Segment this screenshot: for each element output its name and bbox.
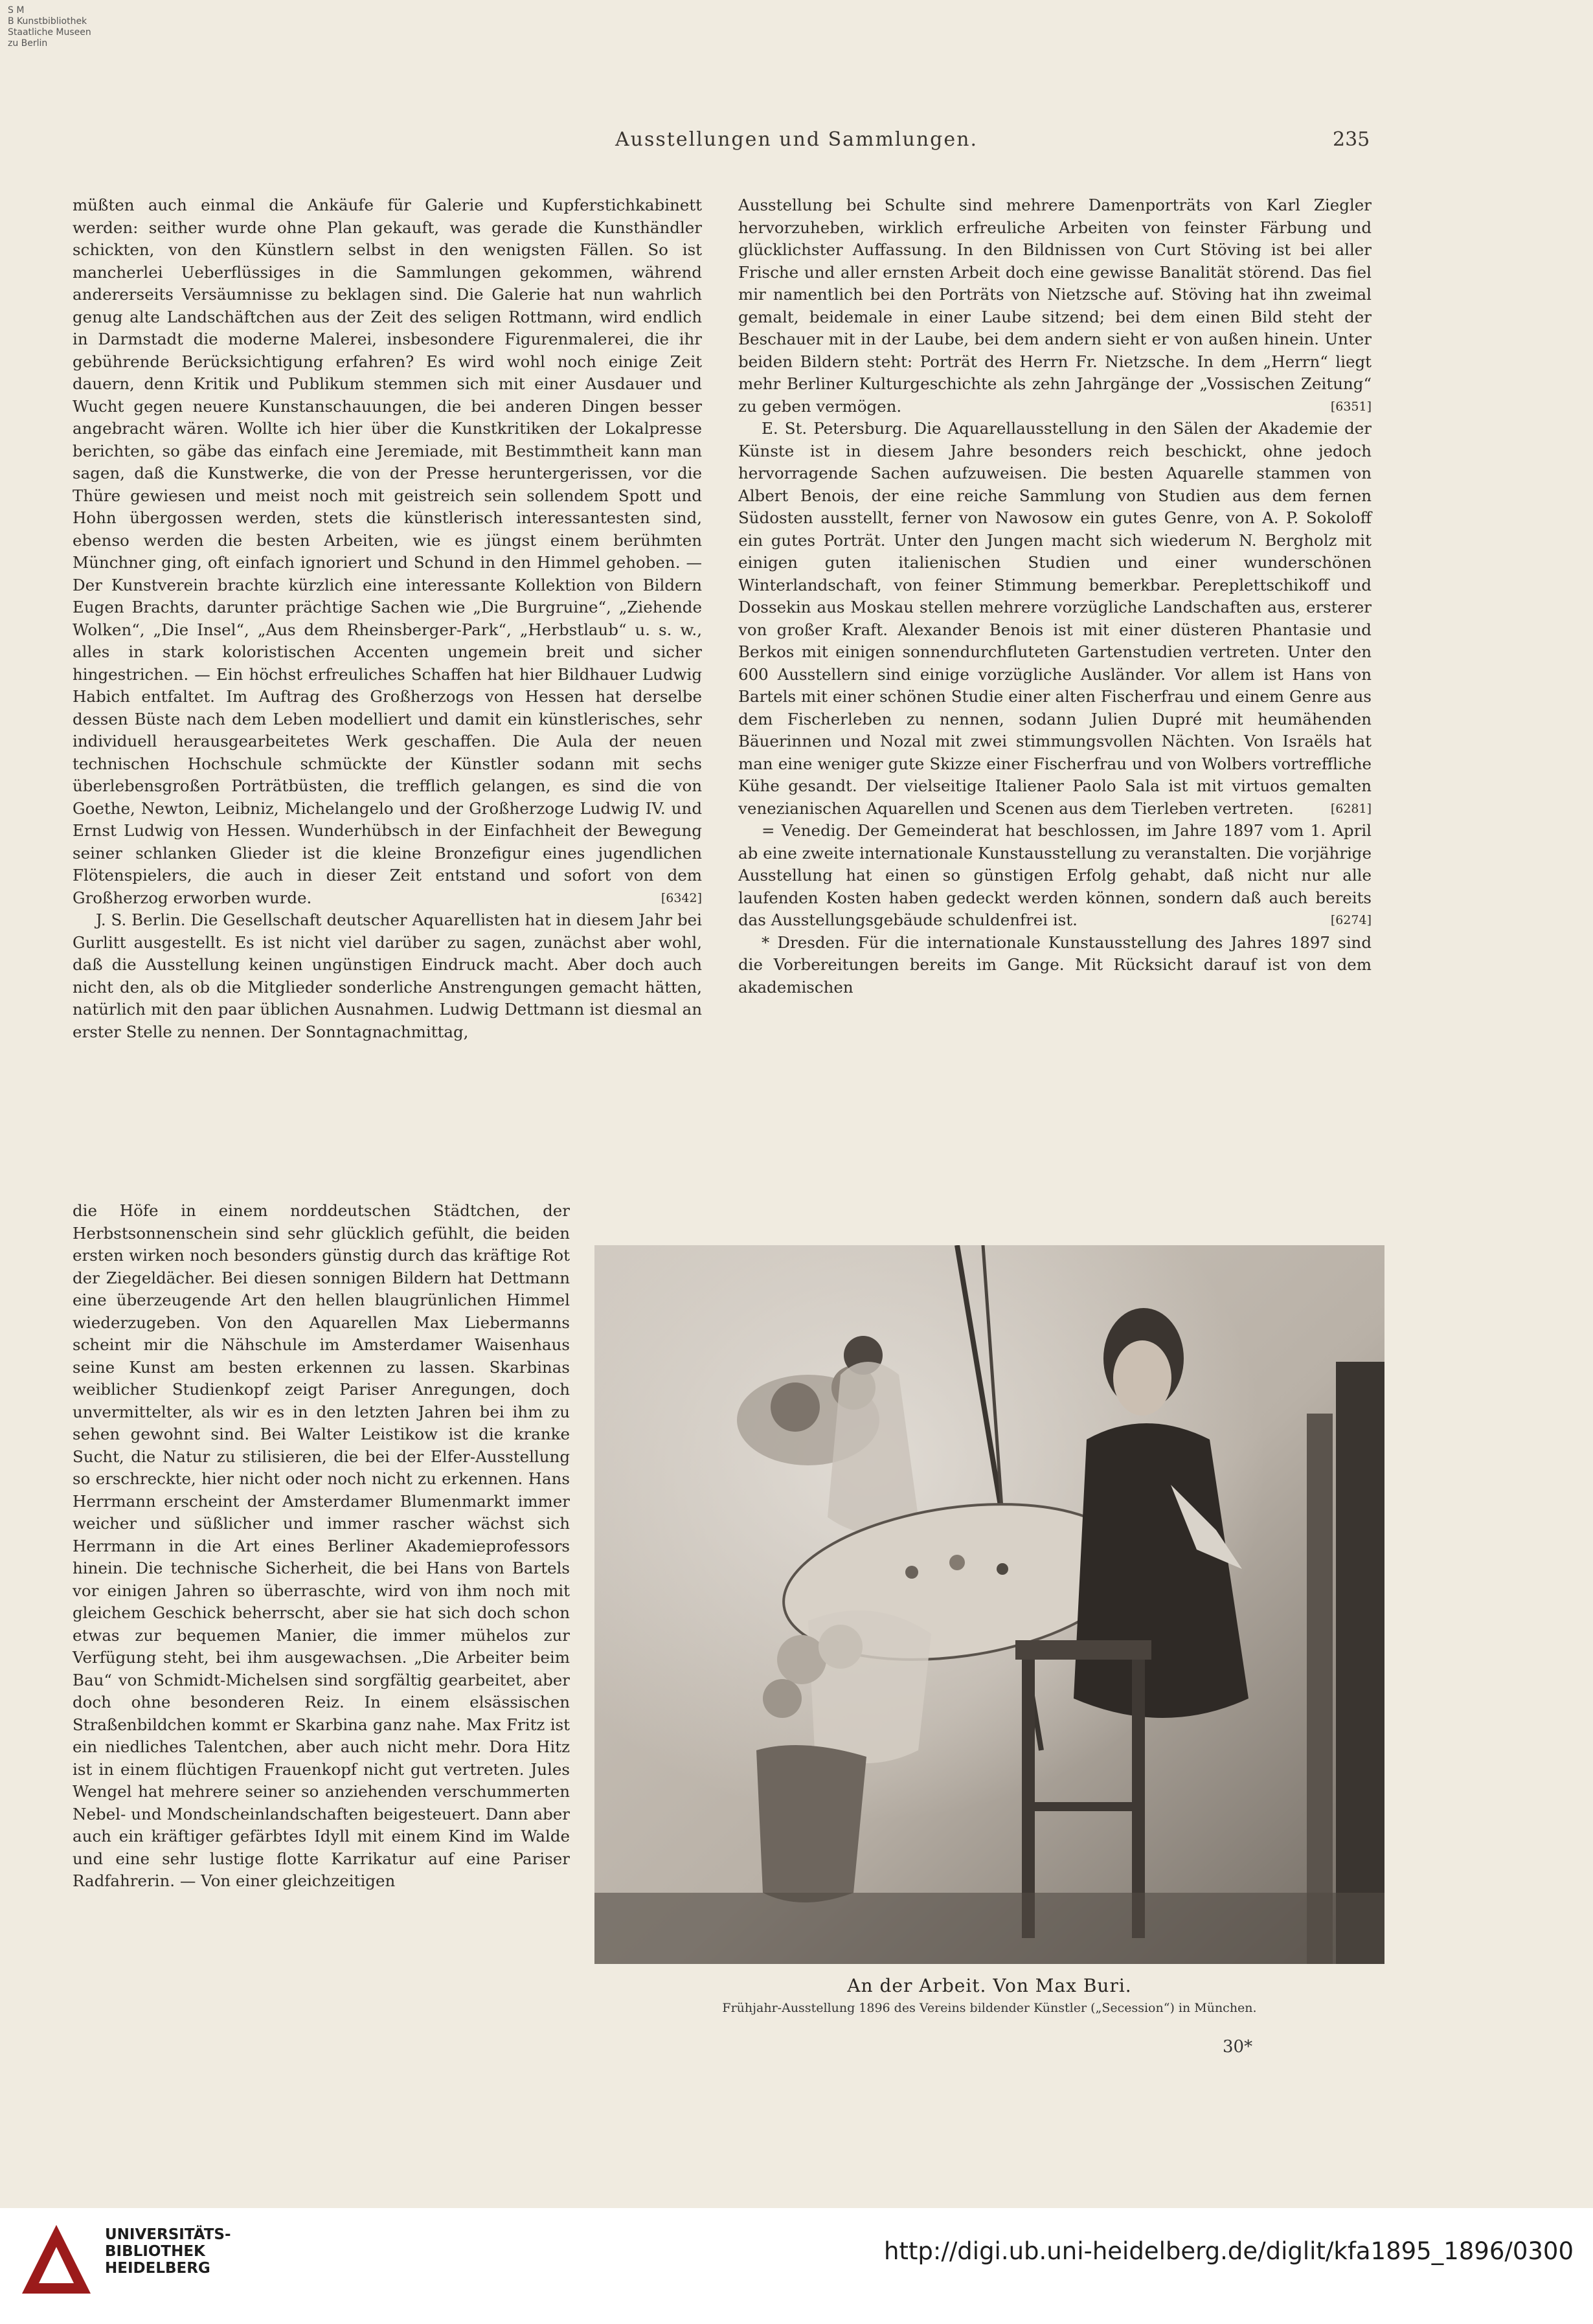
paragraph xyxy=(73,1200,570,1893)
brand-line: UNIVERSITÄTS- xyxy=(105,2226,231,2243)
paragraph xyxy=(738,820,1372,932)
footer-bar xyxy=(0,2208,1593,2324)
source-url-link[interactable]: http://digi.ub.uni-heidelberg.de/diglit/kfa1895_1896/0300 xyxy=(883,2237,1574,2265)
left-column xyxy=(73,194,702,1043)
stamp-line: zu Berlin xyxy=(8,38,48,49)
brand-line: BIBLIOTHEK xyxy=(105,2243,205,2260)
paragraph xyxy=(738,194,1372,418)
paragraph-text: müßten auch einmal die Ankäufe für Galerie und Kupferstichkabinett werden: seither wurde ohne Plan gekauft, was gerade die Kunsthändler schickten, von den Künstlern selbst in den wenigsten Fällen. So ist mancherlei Ueberflüssiges in die Sammlungen gekommen, während andererseits Versäumnisse zu beklagen sind. Die Galerie hat nun wahrlich genug alte Landschäftchen aus der Zeit des seligen Rottmann, wird endlich in Darmstadt die moderne Malerei, insbesondere Figurenmalerei, die ihr gebührende Berücksichtigung erfahren? Es wird wohl noch einige Zeit dauern, denn Kritik und Publikum stemmen sich mit einer Ausdauer und Wucht gegen neuere Kunstanschauungen, die bei anderen Dingen besser angebracht wären. Wollte ich hier über die Kunstkritiken der Lokalpresse berichten, so gäbe das einfach eine Jeremiade, mit Bestimmtheit kann man sagen, daß die Kunstwerke, die von der Presse heruntergerissen, vor die Thüre gewiesen und meist noch mit geistreich sein sollendem Spott und Hohn übergossen werden, stets die künstlerisch interessantesten sind, ebenso werden die besten Arbeiten, wie es jüngst einem berühmten Münchner ging, oft einfach ignoriert und Schund in den Himmel gehoben. — Der Kunstverein brachte kürzlich eine interessante Kollektion von Bildern Eugen Brachts, darunter prächtige Sachen wie „Die Burgruine“, „Ziehende Wolken“, „Die Insel“, „Aus dem Rheinsberger-Park“, „Herbstlaub“ u. s. w., alles in stark koloristischen Accenten ungemein breit und sicher hingestrichen. — Ein höchst erfreuliches Schaffen hat hier Bildhauer Ludwig Habich entfaltet. Im Auftrag des Großherzogs von Hessen hat derselbe dessen Büste nach dem Leben modelliert und damit ein künstlerisches, sehr individuell herausgearbeitetes Werk geschaffen. Die Aula der neuen technischen Hochschule schmückte der Künstler sodann mit sechs überlebensgroßen Porträtbüsten, die trefflich gelangen, es sind die von Goethe, Newton, Leibniz, Michelangelo und der Großherzoge Ludwig IV. und Ernst Ludwig von Hessen. Wunderhübsch in der Einfachheit der Bewegung seiner schlanken Glieder ist die kleine Bronzefigur eines jugendlichen Flötenspielers, die auch in dieser Zeit entstand und sofort von dem Großherzog erworben wurde. xyxy=(73,196,702,907)
painting-reproduction xyxy=(594,1245,1384,1964)
reference-number: [6342] xyxy=(661,890,702,905)
paragraph xyxy=(73,909,702,1043)
reference-number: [6281] xyxy=(1330,801,1372,816)
paragraph-text: = Venedig. Der Gemeinderat hat beschlossen, im Jahre 1897 vom 1. April ab eine zweite internationale Kunstausstellung zu veranstalten. Die vorjährige Ausstellung hat einen so günstigen Erfolg gehabt, daß nicht nur alle laufenden Kosten haben gedeckt werden können, sondern daß auch bereits das Ausstellungsgebäude schuldenfrei ist. xyxy=(738,821,1372,929)
stamp-line: Staatliche Museen xyxy=(8,27,91,38)
paragraph xyxy=(738,418,1372,820)
stamp-line: B Kunstbibliothek xyxy=(8,16,87,27)
figure-caption-subtitle: Frühjahr-Ausstellung 1896 des Vereins bildender Künstler („Secession“) in München. xyxy=(722,2001,1257,2015)
paragraph xyxy=(738,932,1372,999)
narrow-column xyxy=(73,1200,570,1893)
paragraph-text: J. S. Berlin. Die Gesellschaft deutscher Aquarellisten hat in diesem Jahr bei Gurlitt ausgestellt. Es ist nicht viel darüber zu sagen, zunächst aber wohl, daß die Ausstellung keinen ungünstigen Eindruck macht. Aber doch auch nicht den, als ob die Mitglieder sonderliche Anstrengungen gemacht hätten, natürlich mit den paar üblichen Ausnahmen. Ludwig Dettmann ist diesmal an erster Stelle zu nennen. Der Sonntagnachmittag, xyxy=(73,910,702,1041)
right-column xyxy=(738,194,1372,998)
brand-line: HEIDELBERG xyxy=(105,2260,210,2277)
reference-number: [6351] xyxy=(1330,399,1372,414)
running-header: Ausstellungen und Sammlungen. xyxy=(615,128,978,151)
university-logo-icon xyxy=(18,2221,95,2297)
painting-illustration xyxy=(594,1245,1384,1964)
library-brand xyxy=(105,2226,231,2277)
paragraph-text: Ausstellung bei Schulte sind mehrere Damenporträts von Karl Ziegler hervorzuheben, wirklich erfreuliche Arbeiten von feinster Färbung und glücklichster Auffassung. In den Bildnissen von Curt Stöving ist bei aller Frische und aller ernsten Arbeit doch eine gewisse Banalität störend. Das fiel mir namentlich bei den Porträts von Nietzsche auf. Stöving hat ihn zweimal gemalt, beidemale in einer Laube sitzend; bei dem einen Bild steht der Beschauer mit in der Laube, bei dem andern sieht er von außen hinein. Unter beiden Bildern steht: Porträt des Herrn Fr. Nietzsche. In dem „Herrn“ liegt mehr Berliner Kulturgeschichte als zehn Jahrgänge der „Vossischen Zeitung“ zu geben vermögen. xyxy=(738,196,1372,416)
figure-caption: An der Arbeit. Von Max Buri. xyxy=(847,1975,1132,1996)
reference-number: [6274] xyxy=(1330,913,1372,927)
stamp-line: S M xyxy=(8,5,25,16)
paragraph-text: die Höfe in einem norddeutschen Städtchen, der Herbstsonnenschein sind sehr glücklich gefühlt, die beiden ersten wirken noch besonders günstig durch das kräftige Rot der Ziegeldächer. Bei diesen sonnigen Bildern hat Dettmann eine überzeugende Art den hellen blaugrünlichen Himmel wiederzugeben. Von den Aquarellen Max Liebermanns scheint mir die Nähschule im Amsterdamer Waisenhaus seine Kunst am besten erkennen zu lassen. Skarbinas weiblicher Studienkopf zeigt Pariser Anregungen, doch unvermittelter, als wir es in den letzten Jahren bei ihm zu sehen gewohnt sind. Bei Walter Leistikow ist die kranke Sucht, die Natur zu stilisieren, die bei der Elfer-Ausstellung so erschreckte, hier nicht oder noch nicht zu erkennen. Hans Herrmann erscheint der Amsterdamer Blumenmarkt immer weicher und süßlicher und immer rascher wächst sich Herrmann in die Art eines Berliner Akademieprofessors hinein. Die technische Sicherheit, die bei Hans von Bartels vor einigen Jahren so überraschte, wird von ihm noch mit gleichem Geschick beherrscht, aber sie hat sich doch schon etwas zur bequemen Manier, die immer mühelos zur Verfügung steht, bei ihm ausgewachsen. „Die Arbeiter beim Bau“ von Schmidt-Michelsen sind sorgfältig gearbeitet, aber doch ohne besonderen Reiz. In einem elsässischen Straßenbildchen kommt er Skarbina ganz nahe. Max Fritz ist ein niedliches Talentchen, aber auch nicht mehr. Dora Hitz ist in einem flüchtigen Frauenkopf nicht gut vertreten. Jules Wengel hat mehrere seiner so anziehenden verschummerten Nebel- und Mondscheinlandschaften beigesteuert. Dann aber auch ein kräftiger gefärbtes Idyll mit einem Kind im Walde und eine sehr lustige flotte Karrikatur auf eine Pariser Radfahrerin. — Von einer gleichzeitigen xyxy=(73,1201,570,1890)
page-number: 235 xyxy=(1333,128,1370,151)
paragraph-text: * Dresden. Für die internationale Kunstausstellung des Jahres 1897 sind die Vorbereitungen bereits im Gange. Mit Rücksicht darauf ist von dem akademischen xyxy=(738,932,1372,997)
paragraph xyxy=(73,194,702,909)
library-stamp xyxy=(8,5,91,49)
paragraph-text: E. St. Petersburg. Die Aquarellausstellung in den Sälen der Akademie der Künste ist in diesem Jahre besonders reich beschickt, ohne jedoch hervorragende Sachen aufzuweisen. Die besten Aquarelle stammen von Albert Benois, der eine reiche Sammlung von Studien aus dem fernen Südosten ausstellt, ferner von Nawosow ein gutes Genre, von A. P. Sokoloff ein gutes Porträt. Unter den Jungen macht sich wiederum N. Bergholz mit einigen guten italienischen Studien und einer wunderschönen Winterlandschaft, von feiner Stimmung bemerkbar. Pereplettschikoff und Dossekin aus Moskau stellen mehrere vorzügliche Landschaften aus, ersterer von großer Kraft. Alexander Benois ist mit einer düsteren Phantasie und Berkos mit einigen sonnendurchfluteten Gartenstudien vertreten. Unter den 600 Ausstellern sind einige vorzügliche Ausländer. Vor allem ist Hans von Bartels mit einer schönen Studie einer alten Fischerfrau und einem Genre aus dem Fischerleben zu nennen, sodann Julien Dupré mit heumähenden Bäuerinnen und Nozal mit zwei stimmungsvollen Nächten. Von Israëls hat man eine weniger gute Skizze einer Fischerfrau und von Wolbers vortreffliche Kühe gesandt. Der vielseitige Italiener Paolo Sala ist mit virtuos gemalten venezianischen Aquarellen und Scenen aus dem Tierleben vertreten. xyxy=(738,419,1372,818)
signature-mark: 30* xyxy=(1223,2037,1253,2057)
